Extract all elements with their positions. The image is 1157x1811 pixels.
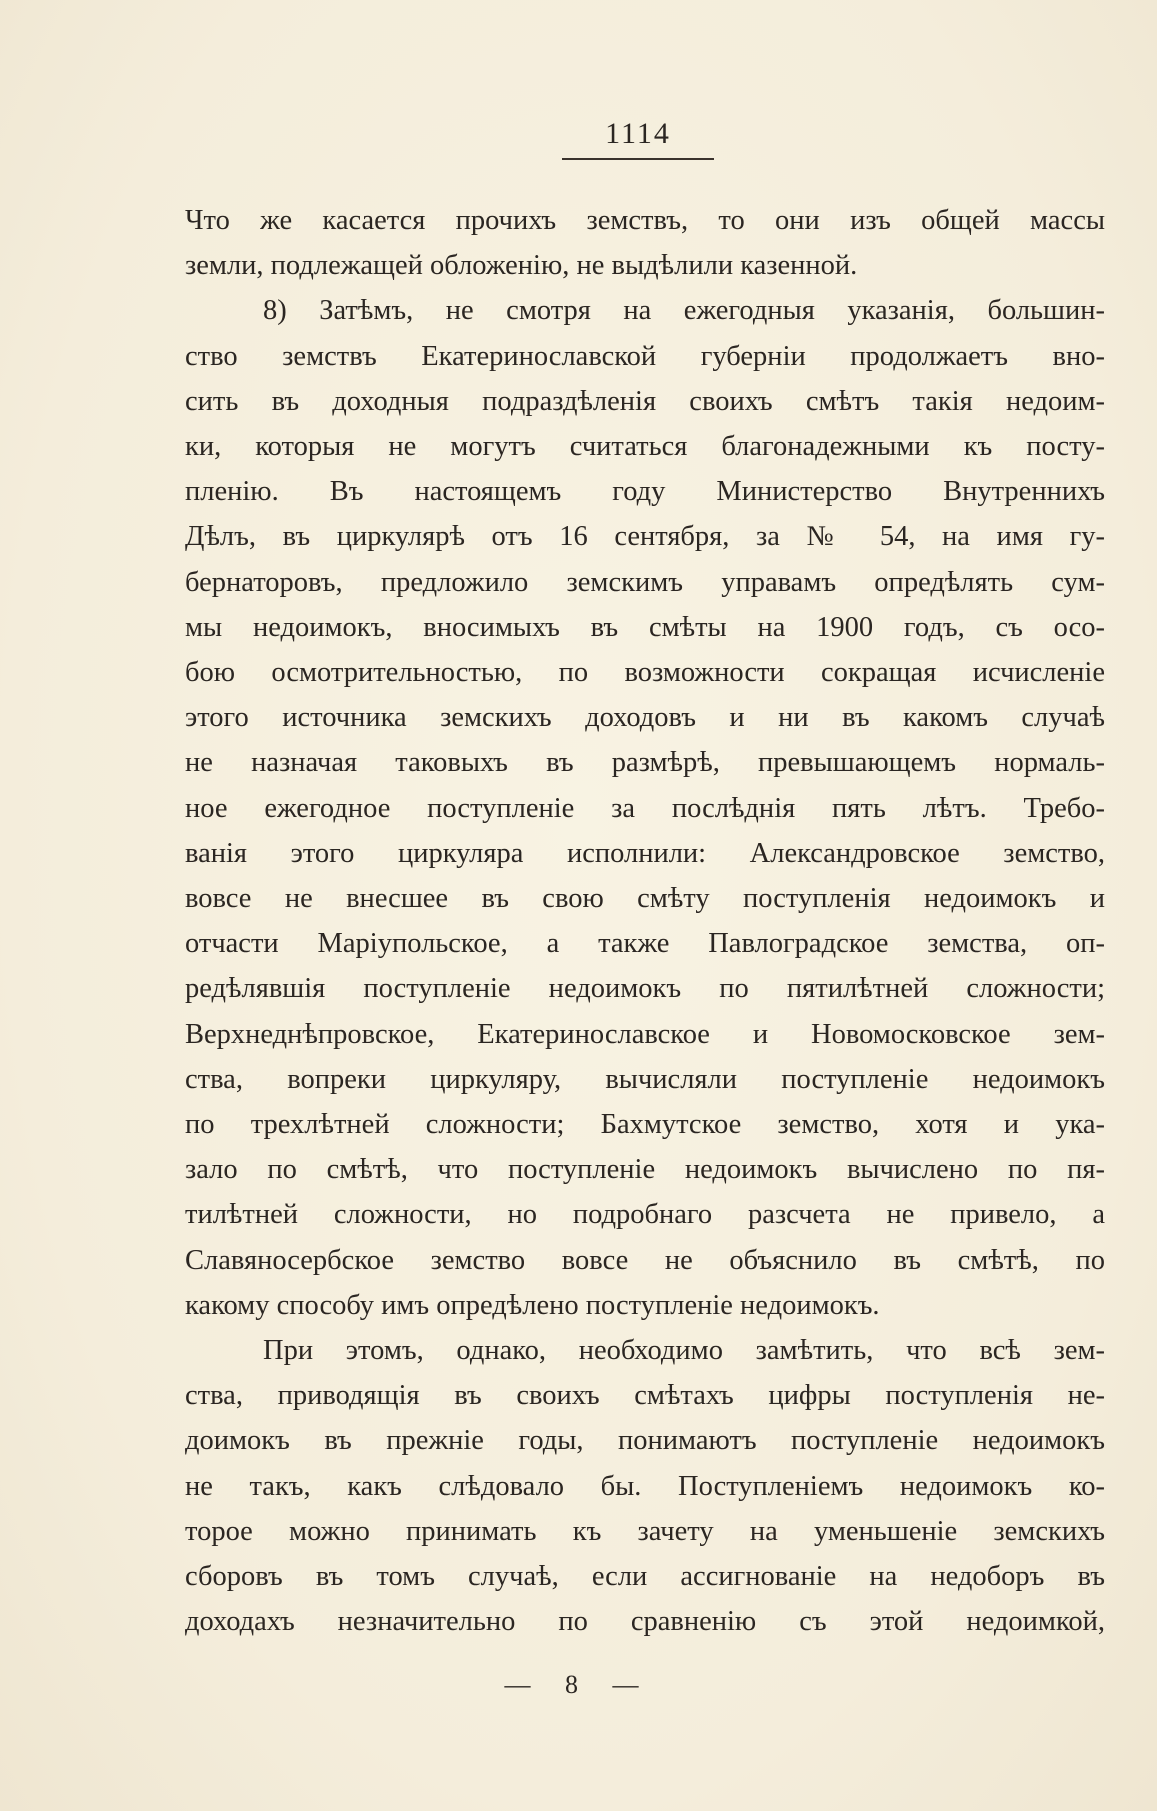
line-text: отчасти Маріупольское, а также Павлоградское земства, оп- — [185, 928, 1105, 960]
line-text: этого источника земскихъ доходовъ и ни въ какомъ случаѣ — [185, 702, 1105, 734]
line-text: При этомъ, однако, необходимо замѣтить, что всѣ зем- — [263, 1335, 1105, 1367]
text-line — [185, 1464, 1105, 1509]
text-line — [185, 1554, 1105, 1599]
line-text: ное ежегодное поступленіе за послѣднія пять лѣтъ. Требо- — [185, 792, 1105, 824]
text-line — [185, 243, 1105, 288]
page-header — [562, 116, 714, 160]
text-line — [185, 334, 1105, 379]
text-line — [185, 288, 1105, 333]
text-line — [185, 605, 1105, 650]
line-text: Дѣлъ, въ циркулярѣ отъ 16 сентября, за № 54, на имя гу- — [185, 521, 1105, 553]
text-line — [185, 1012, 1105, 1057]
line-text: ванія этого циркуляра исполнили: Александровское земство, — [185, 837, 1105, 869]
text-line — [185, 1599, 1105, 1644]
text-line — [185, 740, 1105, 785]
line-text: ства, вопреки циркуляру, вычисляли поступленіе недоимокъ — [185, 1063, 1105, 1095]
line-text: ки, которыя не могутъ считаться благонадежными къ посту- — [185, 431, 1105, 463]
line-text: не такъ, какъ слѣдовало бы. Поступленіемъ недоимокъ ко- — [185, 1470, 1105, 1502]
line-text: 8) Затѣмъ, не смотря на ежегодныя указанія, большин- — [263, 295, 1105, 327]
line-text: доходахъ незначительно по сравненію съ этой недоимкой, — [185, 1606, 1105, 1638]
line-text: Славяносербское земство вовсе не объяснило въ смѣтѣ, по — [185, 1244, 1105, 1276]
text-line — [185, 831, 1105, 876]
line-text: мы недоимокъ, вносимыхъ въ смѣты на 1900 годъ, съ осо- — [185, 611, 1105, 643]
line-text: бернаторовъ, предложило земскимъ управамъ опредѣлять сум- — [185, 566, 1105, 598]
text-line — [185, 966, 1105, 1011]
text-line — [185, 1057, 1105, 1102]
line-text: сить въ доходныя подраздѣленія своихъ смѣтъ такія недоим- — [185, 385, 1105, 417]
text-line — [185, 379, 1105, 424]
text-line — [185, 1192, 1105, 1237]
line-text: вовсе не внесшее въ свою смѣту поступленія недоимокъ и — [185, 883, 1105, 915]
line-text: зало по смѣтѣ, что поступленіе недоимокъ вычислено по пя- — [185, 1154, 1105, 1186]
text-line — [185, 695, 1105, 740]
page-folio: — 8 — — [504, 1670, 653, 1699]
text-line — [185, 1373, 1105, 1418]
line-text: ство земствъ Екатеринославской губерніи продолжаетъ вно- — [185, 340, 1105, 372]
line-text: не назначая таковыхъ въ размѣрѣ, превышающемъ нормаль- — [185, 747, 1105, 779]
line-text: Что же касается прочихъ земствъ, то они изъ общей массы — [185, 205, 1105, 236]
text-line — [185, 1283, 1105, 1328]
line-text: земли, подлежащей обложенію, не выдѣлили казенной. — [185, 250, 858, 282]
text-line — [185, 1147, 1105, 1192]
text-line — [185, 1102, 1105, 1147]
line-text: по трехлѣтней сложности; Бахмутское земство, хотя и ука- — [185, 1109, 1105, 1141]
text-line — [185, 1238, 1105, 1283]
line-text: какому способу имъ опредѣлено поступленіе недоимокъ. — [185, 1289, 880, 1321]
line-text: Верхнеднѣпровское, Екатеринославское и Новомосковское зем- — [185, 1018, 1105, 1050]
line-text: пленію. Въ настоящемъ году Министерство Внутреннихъ — [185, 476, 1105, 508]
text-line — [185, 560, 1105, 605]
text-line — [185, 1328, 1105, 1373]
header-rule — [562, 158, 714, 160]
line-text: сборовъ въ томъ случаѣ, если ассигнованіе на недоборъ въ — [185, 1561, 1105, 1593]
line-text: бою осмотрительностью, по возможности сокращая исчисленіе — [185, 657, 1105, 689]
body-text — [185, 198, 1105, 1645]
text-line — [185, 198, 1105, 243]
line-text: редѣлявшія поступленіе недоимокъ по пятилѣтней сложности; — [185, 973, 1105, 1005]
line-text: тилѣтней сложности, но подробнаго разсчета не привело, а — [185, 1199, 1105, 1231]
page-code: 1114 — [605, 117, 671, 150]
line-text: ства, приводящія въ своихъ смѣтахъ цифры поступленія не- — [185, 1380, 1105, 1412]
line-text: торое можно принимать къ зачету на уменьшеніе земскихъ — [185, 1515, 1105, 1547]
text-line — [185, 786, 1105, 831]
text-line — [185, 1418, 1105, 1463]
text-line — [185, 876, 1105, 921]
text-line — [185, 469, 1105, 514]
text-line — [185, 424, 1105, 469]
text-line — [185, 650, 1105, 695]
line-text: доимокъ въ прежніе годы, понимаютъ поступленіе недоимокъ — [185, 1425, 1105, 1457]
text-line — [185, 514, 1105, 559]
text-line — [185, 921, 1105, 966]
text-line — [185, 1509, 1105, 1554]
